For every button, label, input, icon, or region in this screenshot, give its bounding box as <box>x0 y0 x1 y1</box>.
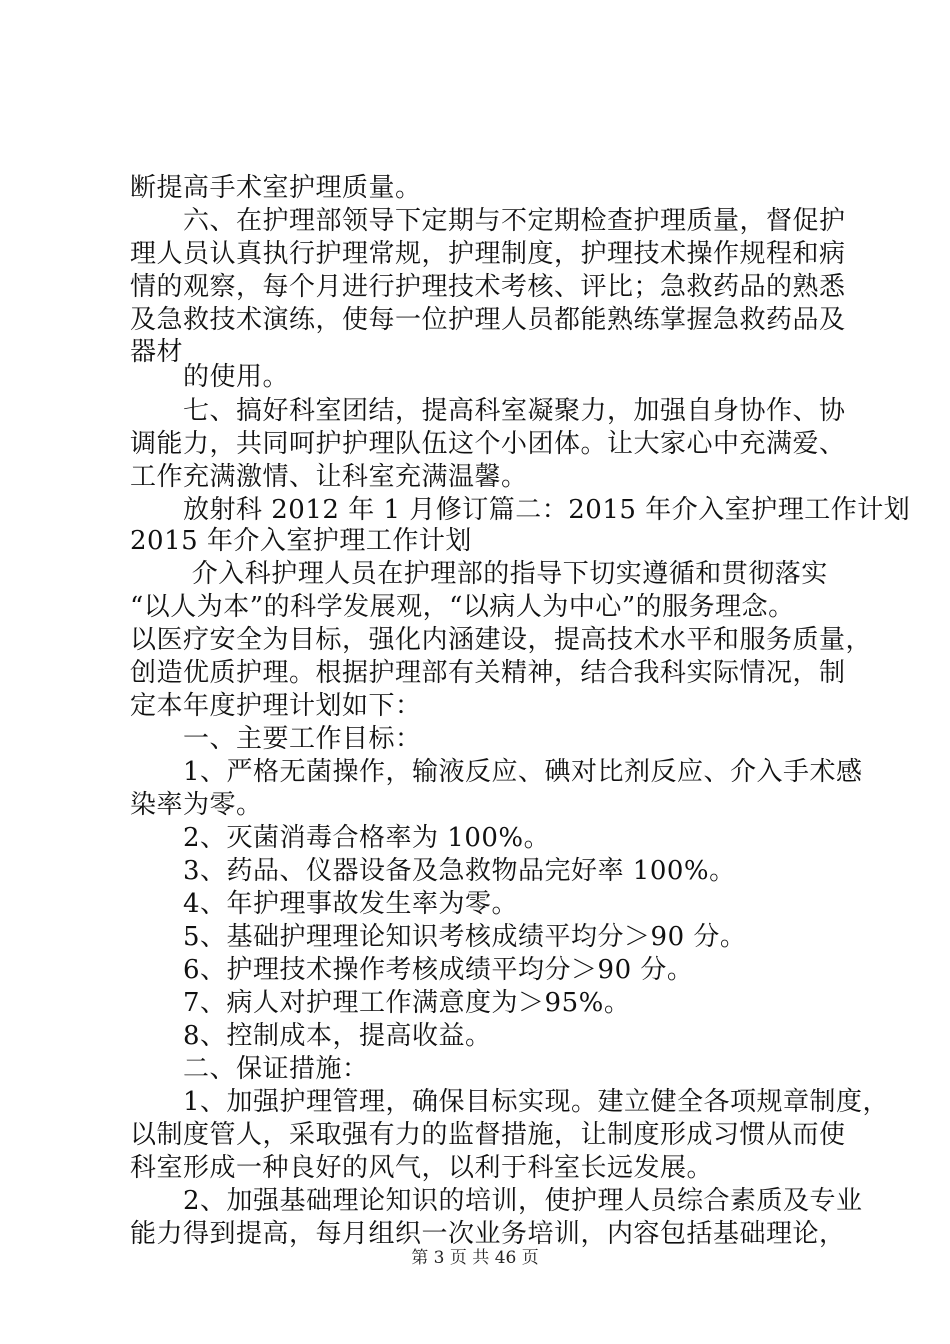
text-line: 7、病人对护理工作满意度为＞95%。 <box>130 988 631 1018</box>
text-line: 定本年度护理计划如下： <box>130 691 422 721</box>
text-line: 6、护理技术操作考核成绩平均分＞90 分。 <box>130 955 694 985</box>
text-line: 5、基础护理理论知识考核成绩平均分＞90 分。 <box>130 922 747 952</box>
text-line: 工作充满激情、让科室充满温馨。 <box>130 462 528 492</box>
text-line: 的使用。 <box>130 362 290 392</box>
text-line: 染率为零。 <box>130 790 263 820</box>
text-line: “以人为本”的科学发展观，“以病人为中心”的服务理念。 <box>130 592 795 622</box>
text-line: 一、主要工作目标： <box>130 724 422 754</box>
text-line: 2、灭菌消毒合格率为 100%。 <box>130 823 551 853</box>
text-line: 理人员认真执行护理常规，护理制度，护理技术操作规程和病 <box>130 239 846 269</box>
text-line: 8、控制成本，提高收益。 <box>130 1021 492 1051</box>
page-number-footer: 第 3 页 共 46 页 <box>411 1248 539 1268</box>
text-line: 放射科 2012 年 1 月修订篇二：2015 年介入室护理工作计划 <box>130 495 911 525</box>
text-line: 能力得到提高，每月组织一次业务培训，内容包括基础理论， <box>130 1219 846 1249</box>
text-line: 器材 <box>130 337 184 367</box>
text-line: 2015 年介入室护理工作计划 <box>130 526 472 556</box>
text-line: 情的观察，每个月进行护理技术考核、评比；急救药品的熟悉 <box>130 272 846 302</box>
text-line: 六、在护理部领导下定期与不定期检查护理质量，督促护 <box>130 206 846 236</box>
text-line: 科室形成一种良好的风气，以利于科室长远发展。 <box>130 1153 714 1183</box>
text-line: 七、搞好科室团结，提高科室凝聚力，加强自身协作、协 <box>130 396 846 426</box>
text-line: 及急救技术演练，使每一位护理人员都能熟练掌握急救药品及 <box>130 305 846 335</box>
text-line: 1、加强护理管理，确保目标实现。建立健全各项规章制度， <box>130 1087 890 1117</box>
text-line: 二、保证措施： <box>130 1054 369 1084</box>
text-line: 2、加强基础理论知识的培训，使护理人员综合素质及专业 <box>130 1186 863 1216</box>
text-line: 4、年护理事故发生率为零。 <box>130 889 519 919</box>
text-line: 断提高手术室护理质量。 <box>130 173 422 203</box>
text-line: 1、严格无菌操作，输液反应、碘对比剂反应、介入手术感 <box>130 757 863 787</box>
text-line: 介入科护理人员在护理部的指导下切实遵循和贯彻落实 <box>130 559 828 589</box>
text-line: 调能力，共同呵护护理队伍这个小团体。让大家心中充满爱、 <box>130 429 846 459</box>
text-line: 创造优质护理。根据护理部有关精神，结合我科实际情况，制 <box>130 658 846 688</box>
text-line: 3、药品、仪器设备及急救物品完好率 100%。 <box>130 856 736 886</box>
text-line: 以制度管人，采取强有力的监督措施，让制度形成习惯从而使 <box>130 1120 846 1150</box>
text-line: 以医疗安全为目标，强化内涵建设，提高技术水平和服务质量， <box>130 625 873 655</box>
